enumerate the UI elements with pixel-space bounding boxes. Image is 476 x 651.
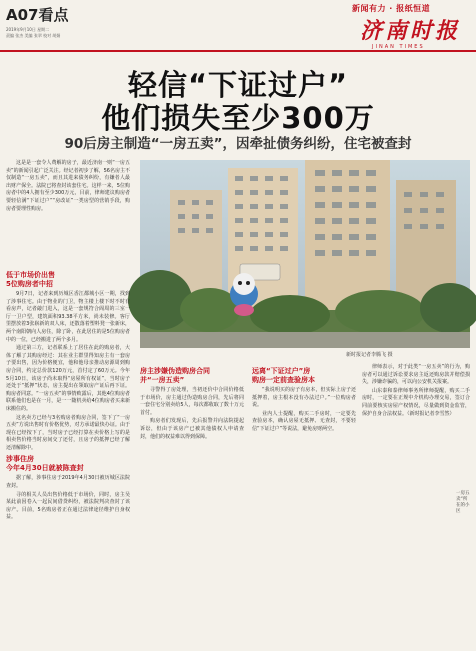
- paragraph: 据了解，涉事住房于2019年4月30日被历城区法院查封。: [6, 475, 130, 490]
- editor-credits: 责编 张杰 美编 张翠 校对 胡娟: [6, 33, 61, 38]
- paragraph: 寻警得了房处理，当初还价中合同价格低于市场价，房主通过伪造购房合同，先后将同一套住宅分别卖给5人，每次都收取了数十万元首付。: [140, 387, 244, 416]
- section-title: A07看点: [6, 6, 69, 24]
- photo-overlay-text: 一房五卖“所在的小区: [456, 491, 470, 514]
- article-column-2: [140, 364, 244, 442]
- section-heading: 低于市场价出售 5位购房者中招: [6, 271, 55, 288]
- paragraph: 寻的相关人员出售价格低于市场价，同时，房主吴某此前因卷入一起民间借贷纠纷，被法院判决查封了该房产。目前，5名购房者正在通过法律途径维护自身权益。: [6, 491, 130, 521]
- headline-line-2: 他们损失至少300万: [101, 101, 375, 135]
- paragraph: 业内人士提醒，购买二手房时，一定要先查验房本，确认房屋无抵押、无查封，不要轻信“下证过户”等说法，避免房财两空。: [252, 410, 356, 432]
- apartment-illustration: [140, 160, 470, 348]
- paragraph: 9月7日，记者来到历城区香江都城小区一期，找到了涉事住宅。由于物业的门卫，物主楼上楼下时不时有看房声，记者敲门进入，这是一套规符合阁周的三室一厅一卫户型，建筑面积93.38平方米，尚未装修。客厅里摆放着3张崭新的双人床，还散落着塑料凳一张新床，两个南阳朝向人房住，除了卧，在此居住的是5位购房者中的一位，已经搬进了两个多月。: [6, 291, 130, 343]
- section-heading: 涉事住房 今年4月30日就被陈查封: [6, 455, 84, 473]
- paragraph: 律师表示，对于此类“一房五卖”的行为，购房者可以通过诉讼要求房主返还购房款并赔偿损失，涉嫌诈骗的，可以向公安机关报案。: [362, 364, 470, 386]
- section-heading: 远离“下证过户”房 购房一定前查验房本: [252, 367, 315, 384]
- article-column-4: [362, 364, 470, 419]
- section-heading: 房主涉嫌伪造购房合同 并“一房五卖”: [140, 367, 210, 384]
- paragraph: 这名卖方已经与3名购房者购房合同，签下了“一房五卖”方说出售时有价格优势，对方承诺最快办证。由于现在已经按下了，当时房子已经打算在卖价格上写的是相卖售价格当时房间交了还付，且房子的抵押已经了解还清解除中。: [6, 414, 130, 451]
- logo-text: 济南时报: [359, 17, 460, 44]
- paragraph: “我说明买的房子有房本，但实际上房子还抵押着，房主根本没有办法过户。”一位购房者说。: [252, 387, 356, 409]
- newspaper-logo: [348, 15, 472, 43]
- headline-line-1: 轻信“下证过户”: [127, 68, 349, 102]
- paragraph: 通过第三方，记者联系上了居住在此的购房者，大体了解了其购房经过：其在业主群里得知房主有一套房子要出售，因为价格便宜，他和他母亲推动房源周到购房合同，约定总价款120万元，首付定了60万元。今年5月10日，该房子尚未取得“房屋所有权证”，当时房子还处于“抵押”状态，房主提出在领取房产证后再下证。购房者同意。“一房五卖”的事情败露后，其他4位购房者联系他们也是在一月，是一一随机卖给4位购房者买来新床搬住的。: [6, 345, 130, 412]
- photo-caption: 新时报记者李腾飞 摄: [346, 352, 393, 358]
- paragraph: 购房者们发现后，先后报警并向法院提起诉讼，但由于该房产已被其他债权人申请查封，他们的权益难以得到保障。: [140, 418, 244, 440]
- lead-text: 这是是一套令人费解的房子，最近济南一则“一房五卖”的新闻引起广泛关注。经记者初步了解，56名房主不仅制造“一房五卖”，而且其进来债务纠纷，有嫌者人最出财产保全。法院已将查封该套住宅。这样一来，5位购房者中的4人拥有至少300万元，目前，律师建议购房者要轻信满“下证过户”“房改证”一类房型的营销手段，购房者要理性购房。: [6, 160, 130, 212]
- issue-meta: [6, 27, 60, 39]
- lead-paragraph: [6, 160, 130, 214]
- article-column-1: [6, 268, 130, 523]
- red-rule: [0, 50, 476, 52]
- article-column-3: [252, 364, 356, 435]
- issue-date: 2019年9月10日 星期二: [6, 27, 50, 32]
- slogan: 新闻有力 · 报纸恒道: [352, 4, 431, 13]
- paragraph: 山东泰和泰律师事务所律师提醒，购买二手房时，一定要在正规中介机构办理交易，签订合同前要核实房屋产权情况，尽量做到资金监管，保护自身合法权益。（新时报记者李雪然）: [362, 387, 470, 417]
- subheadline: 90后房主制造“一房五卖”，因牵扯债务纠纷，住宅被查封: [64, 136, 412, 152]
- logo-subtitle: JINAN TIMES: [372, 44, 425, 50]
